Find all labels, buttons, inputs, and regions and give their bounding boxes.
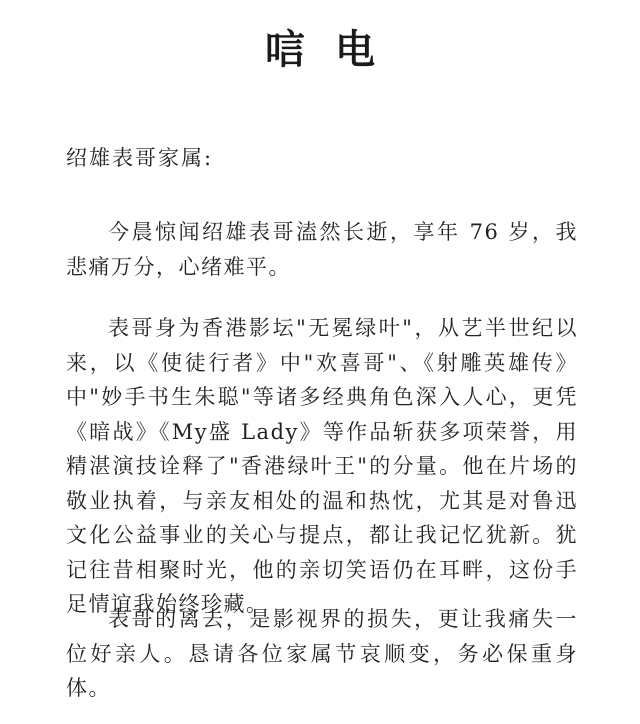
paragraph-1: 今晨惊闻绍雄表哥溘然长逝，享年 76 岁，我悲痛万分，心绪难平。 (66, 220, 578, 279)
salutation: 绍雄表哥家属: (66, 146, 214, 170)
paragraph-2: 表哥身为香港影坛"无冕绿叶"，从艺半世纪以来，以《使徒行者》中"欢喜哥"、《射雕英雄传》中"妙手书生朱聪"等诸多经典角色深入人心，更凭《暗战》《My盛 Lady》等作品斩获多项荣誉，用精湛演技诠释了"香港绿叶王"的分量。他在片场的敬业执着，与亲友相处的温和热忱，尤其是对鲁迅文化公益事业的关心与提点，都让我记忆犹新。犹记往昔相聚时光，他的亲切笑语仍在耳畔，这份手足情谊我始终珍藏。 (66, 316, 578, 616)
page-title: 唁电 (265, 26, 405, 73)
paragraph-3: 表哥的离去，是影视界的损失，更让我痛失一位好亲人。恳请各位家属节哀顺变，务必保重身体。 (66, 607, 578, 700)
